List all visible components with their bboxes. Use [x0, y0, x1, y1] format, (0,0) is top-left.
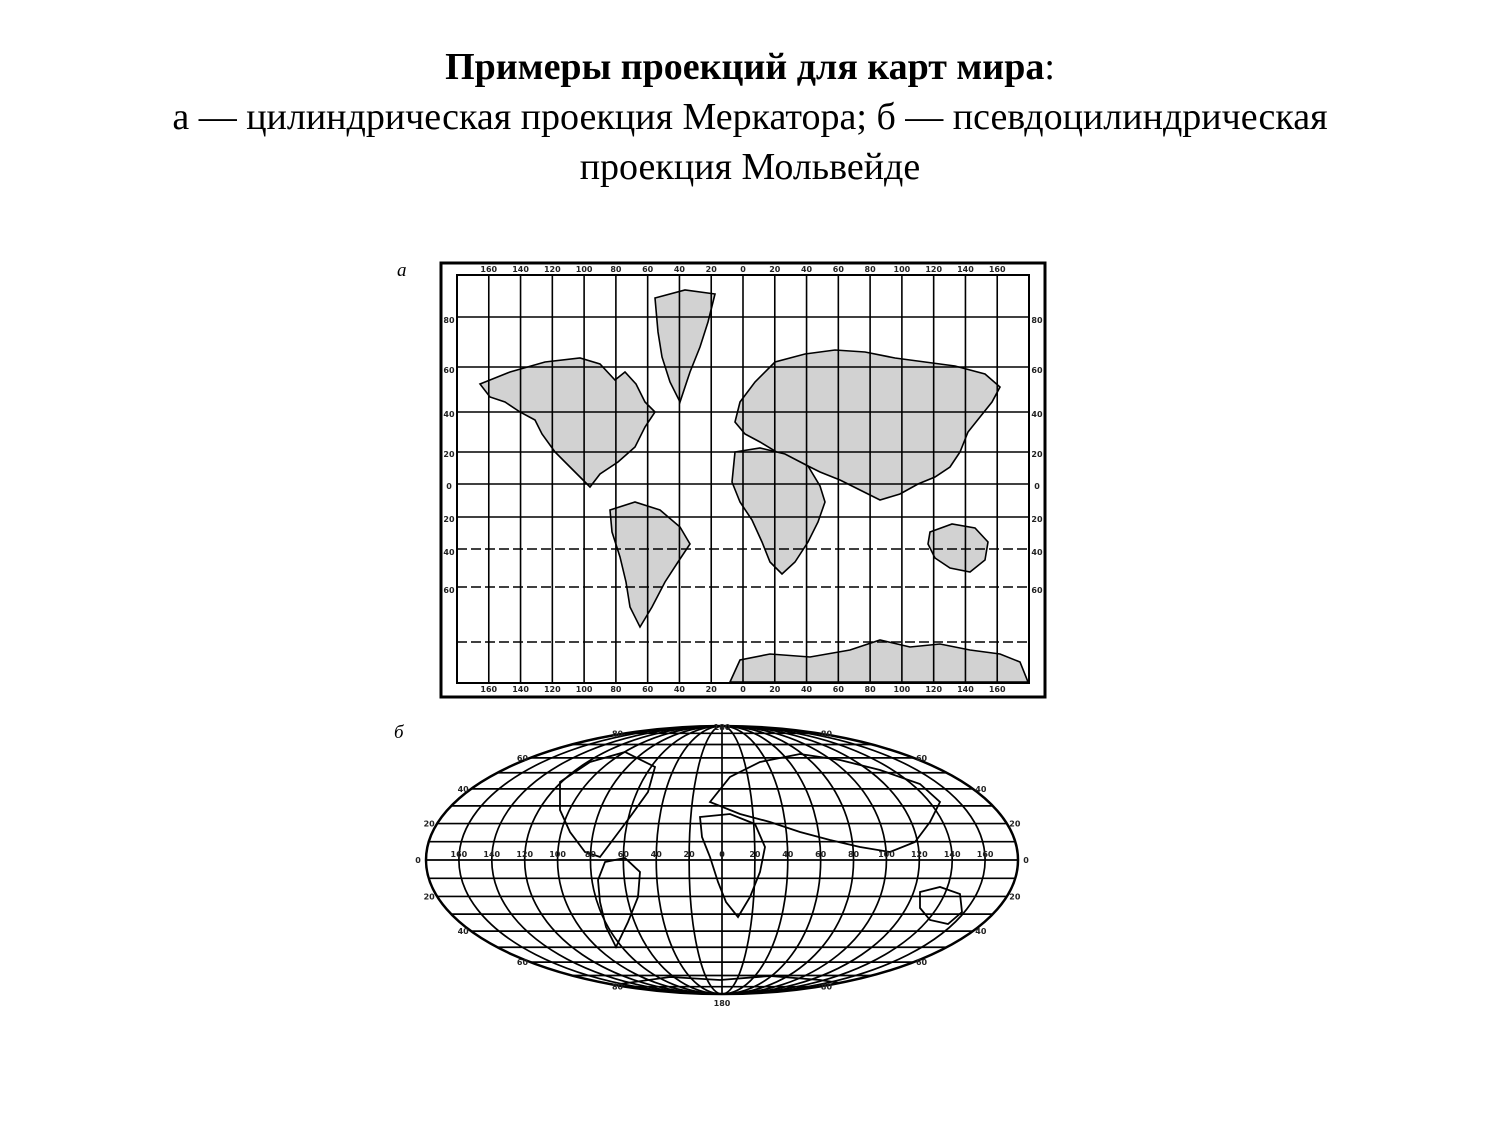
mercator-right-tick: 40	[1031, 548, 1043, 557]
mercator-bottom-tick: 100	[575, 685, 593, 694]
mercator-bottom-tick: 60	[832, 685, 844, 694]
mollweide-right-lat-tick: 20	[1009, 892, 1021, 902]
mollweide-left-lat-tick: 40	[457, 927, 469, 937]
mollweide-left-lat-tick: 40	[457, 784, 469, 794]
mercator-top-tick: 100	[893, 265, 911, 274]
mercator-right-tick: 40	[1031, 410, 1043, 419]
mercator-bottom-tick: 20	[705, 685, 717, 694]
mercator-top-tick: 100	[575, 265, 593, 274]
title-line-3: проекция Мольвейде	[579, 146, 921, 188]
mollweide-equator-tick: 140	[483, 850, 501, 859]
mercator-top-tick: 160	[988, 265, 1006, 274]
mollweide-eurasia-shape	[710, 754, 940, 852]
mercator-left-tick: 0	[446, 482, 452, 491]
mercator-top-tick: 80	[610, 265, 622, 274]
mollweide-equator-tick: 160	[450, 850, 468, 859]
mercator-bottom-tick: 40	[800, 685, 813, 694]
mollweide-equator-tick: 20	[683, 850, 695, 859]
slide-title	[0, 42, 1500, 192]
mercator-left-tick: 20	[443, 515, 455, 524]
mollweide-australia-shape	[920, 887, 962, 924]
mercator-left-tick: 60	[443, 586, 455, 595]
mollweide-equator-tick: 120	[516, 850, 534, 859]
mollweide-right-lat-tick: 80	[820, 729, 833, 739]
mercator-map	[440, 262, 1046, 698]
mollweide-right-lat-tick: 40	[975, 927, 987, 937]
mercator-left-tick: 20	[443, 450, 455, 459]
mollweide-left-lat-tick: 60	[516, 753, 529, 763]
mercator-bottom-tick: 120	[925, 685, 943, 694]
mercator-bottom-tick: 160	[988, 685, 1006, 694]
mercator-right-tick: 20	[1031, 450, 1043, 459]
mollweide-equator-tick: 80	[847, 850, 860, 859]
mollweide-equator-tick: 60	[617, 850, 629, 859]
mollweide-equator-tick: 100	[878, 850, 895, 859]
mercator-bottom-tick: 80	[610, 685, 622, 694]
mercator-right-tick: 60	[1031, 366, 1043, 375]
mercator-top-tick: 20	[769, 265, 781, 274]
mercator-top-tick: 140	[512, 265, 529, 274]
mollweide-equator-tick: 0	[719, 850, 725, 859]
mercator-top-tick: 20	[705, 265, 717, 274]
mollweide-left-lat-tick: 20	[423, 892, 435, 902]
mercator-top-tick: 120	[925, 265, 943, 274]
mercator-right-tick: 20	[1031, 515, 1043, 524]
figure-b-label: б	[394, 722, 404, 743]
mercator-right-tick: 80	[1031, 316, 1043, 325]
title-heading: Примеры проекций для карт мира	[445, 46, 1045, 88]
mollweide-left-lat-tick: 20	[423, 819, 435, 829]
mollweide-map	[415, 722, 1048, 1012]
mercator-left-tick: 60	[443, 366, 455, 375]
mercator-top-tick: 160	[480, 265, 498, 274]
mercator-top-tick: 120	[543, 265, 561, 274]
mercator-right-tick: 0	[1034, 482, 1040, 491]
mollweide-equator-tick: 160	[976, 850, 994, 859]
mollweide-graticule	[420, 726, 1048, 994]
mollweide-right-lat-tick: 40	[975, 784, 987, 794]
title-line-2: а — цилиндрическая проекция Меркатора; б — псевдоцилиндрическая	[172, 96, 1328, 138]
mercator-top-tick: 0	[740, 265, 746, 274]
mollweide-equator-tick: 40	[782, 850, 794, 859]
mollweide-equator-tick: 80	[584, 850, 597, 859]
mercator-bottom-tick: 120	[543, 685, 561, 694]
mercator-bottom-tick: 60	[642, 685, 654, 694]
mercator-bottom-tick: 0	[740, 685, 746, 694]
mollweide-left-lat-tick: 60	[516, 958, 529, 968]
mollweide-equator-tick: 120	[910, 850, 928, 859]
mollweide-right-lat-tick: 20	[1009, 819, 1021, 829]
mercator-bottom-tick: 20	[769, 685, 781, 694]
mercator-top-tick: 80	[864, 265, 876, 274]
mollweide-south-america-shape	[598, 858, 640, 947]
mercator-top-tick: 140	[957, 265, 974, 274]
mollweide-landmasses	[560, 752, 962, 986]
mercator-bottom-tick: 140	[512, 685, 529, 694]
mollweide-top-pole-tick: 180	[713, 723, 731, 732]
mercator-bottom-tick: 160	[480, 685, 498, 694]
mollweide-equator-tick: 100	[549, 850, 566, 859]
mollweide-bottom-pole-tick: 180	[713, 999, 731, 1008]
mollweide-left-lat-tick: 80	[611, 729, 624, 739]
mollweide-equator-tick: 40	[650, 850, 662, 859]
mollweide-equator-tick: 60	[815, 850, 827, 859]
mercator-left-tick: 80	[443, 316, 455, 325]
mercator-bottom-tick: 40	[673, 685, 686, 694]
mercator-left-tick: 40	[443, 410, 455, 419]
figure-a-label: а	[397, 260, 407, 281]
mercator-top-tick: 40	[800, 265, 813, 274]
title-line-1	[0, 42, 1500, 92]
mercator-top-tick: 60	[642, 265, 654, 274]
mercator-top-tick: 40	[673, 265, 686, 274]
mollweide-equator-tick: 140	[943, 850, 961, 859]
mollweide-right-lat-tick: 0	[1023, 856, 1029, 865]
mercator-bottom-tick: 80	[864, 685, 876, 694]
mollweide-right-lat-tick: 60	[915, 958, 928, 968]
mollweide-equator-tick: 20	[749, 850, 761, 859]
mercator-left-tick: 40	[443, 548, 455, 557]
mercator-bottom-tick: 100	[893, 685, 911, 694]
mollweide-right-lat-tick: 80	[820, 982, 833, 992]
mercator-right-tick: 60	[1031, 586, 1043, 595]
mollweide-left-lat-tick: 80	[611, 982, 624, 992]
mollweide-left-lat-tick: 0	[415, 856, 421, 865]
title-colon: :	[1044, 46, 1055, 88]
mercator-top-tick: 60	[832, 265, 844, 274]
mercator-bottom-tick: 140	[957, 685, 974, 694]
mollweide-right-lat-tick: 60	[915, 753, 928, 763]
